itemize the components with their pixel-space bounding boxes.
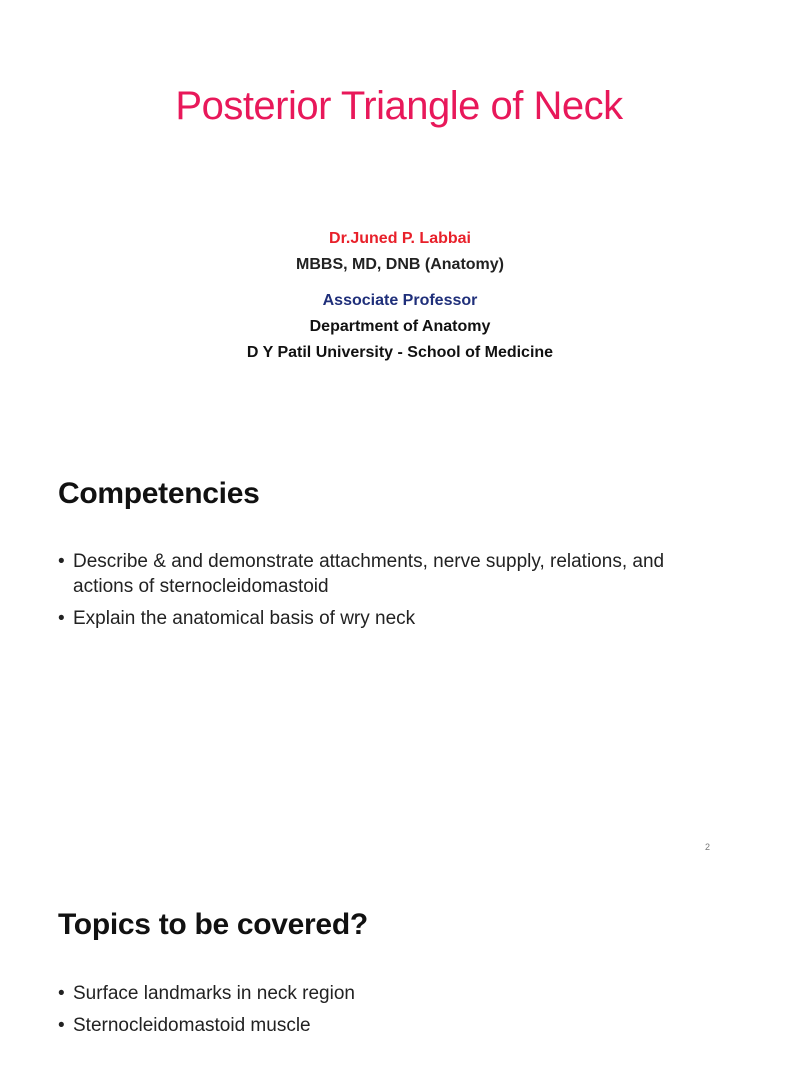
bullet-item: • Explain the anatomical basis of wry neck bbox=[58, 606, 698, 631]
slide-heading: Competencies bbox=[58, 477, 260, 510]
bullet-list bbox=[58, 981, 698, 1045]
author-department: Department of Anatomy bbox=[309, 318, 491, 335]
bullet-list bbox=[58, 549, 698, 638]
title-slide bbox=[0, 0, 768, 432]
author-university: D Y Patil University - School of Medicine bbox=[246, 344, 554, 361]
author-role: Associate Professor bbox=[322, 292, 478, 309]
author-name: Dr.Juned P. Labbai bbox=[329, 230, 471, 247]
bullet-item: • Surface landmarks in neck region bbox=[58, 981, 698, 1006]
bullet-item: • Sternocleidomastoid muscle bbox=[58, 1013, 698, 1038]
page-number: 2 bbox=[704, 842, 710, 852]
author-block bbox=[0, 226, 800, 366]
competencies-slide bbox=[0, 433, 768, 865]
topics-slide bbox=[0, 866, 768, 1066]
slide-heading: Topics to be covered? bbox=[58, 908, 368, 941]
slide-title: Posterior Triangle of Neck bbox=[175, 84, 623, 128]
bullet-item: • Describe & and demonstrate attachments, nerve supply, relations, and actions of sternocleidomastoid bbox=[58, 549, 698, 599]
author-degrees: MBBS, MD, DNB (Anatomy) bbox=[296, 256, 504, 273]
